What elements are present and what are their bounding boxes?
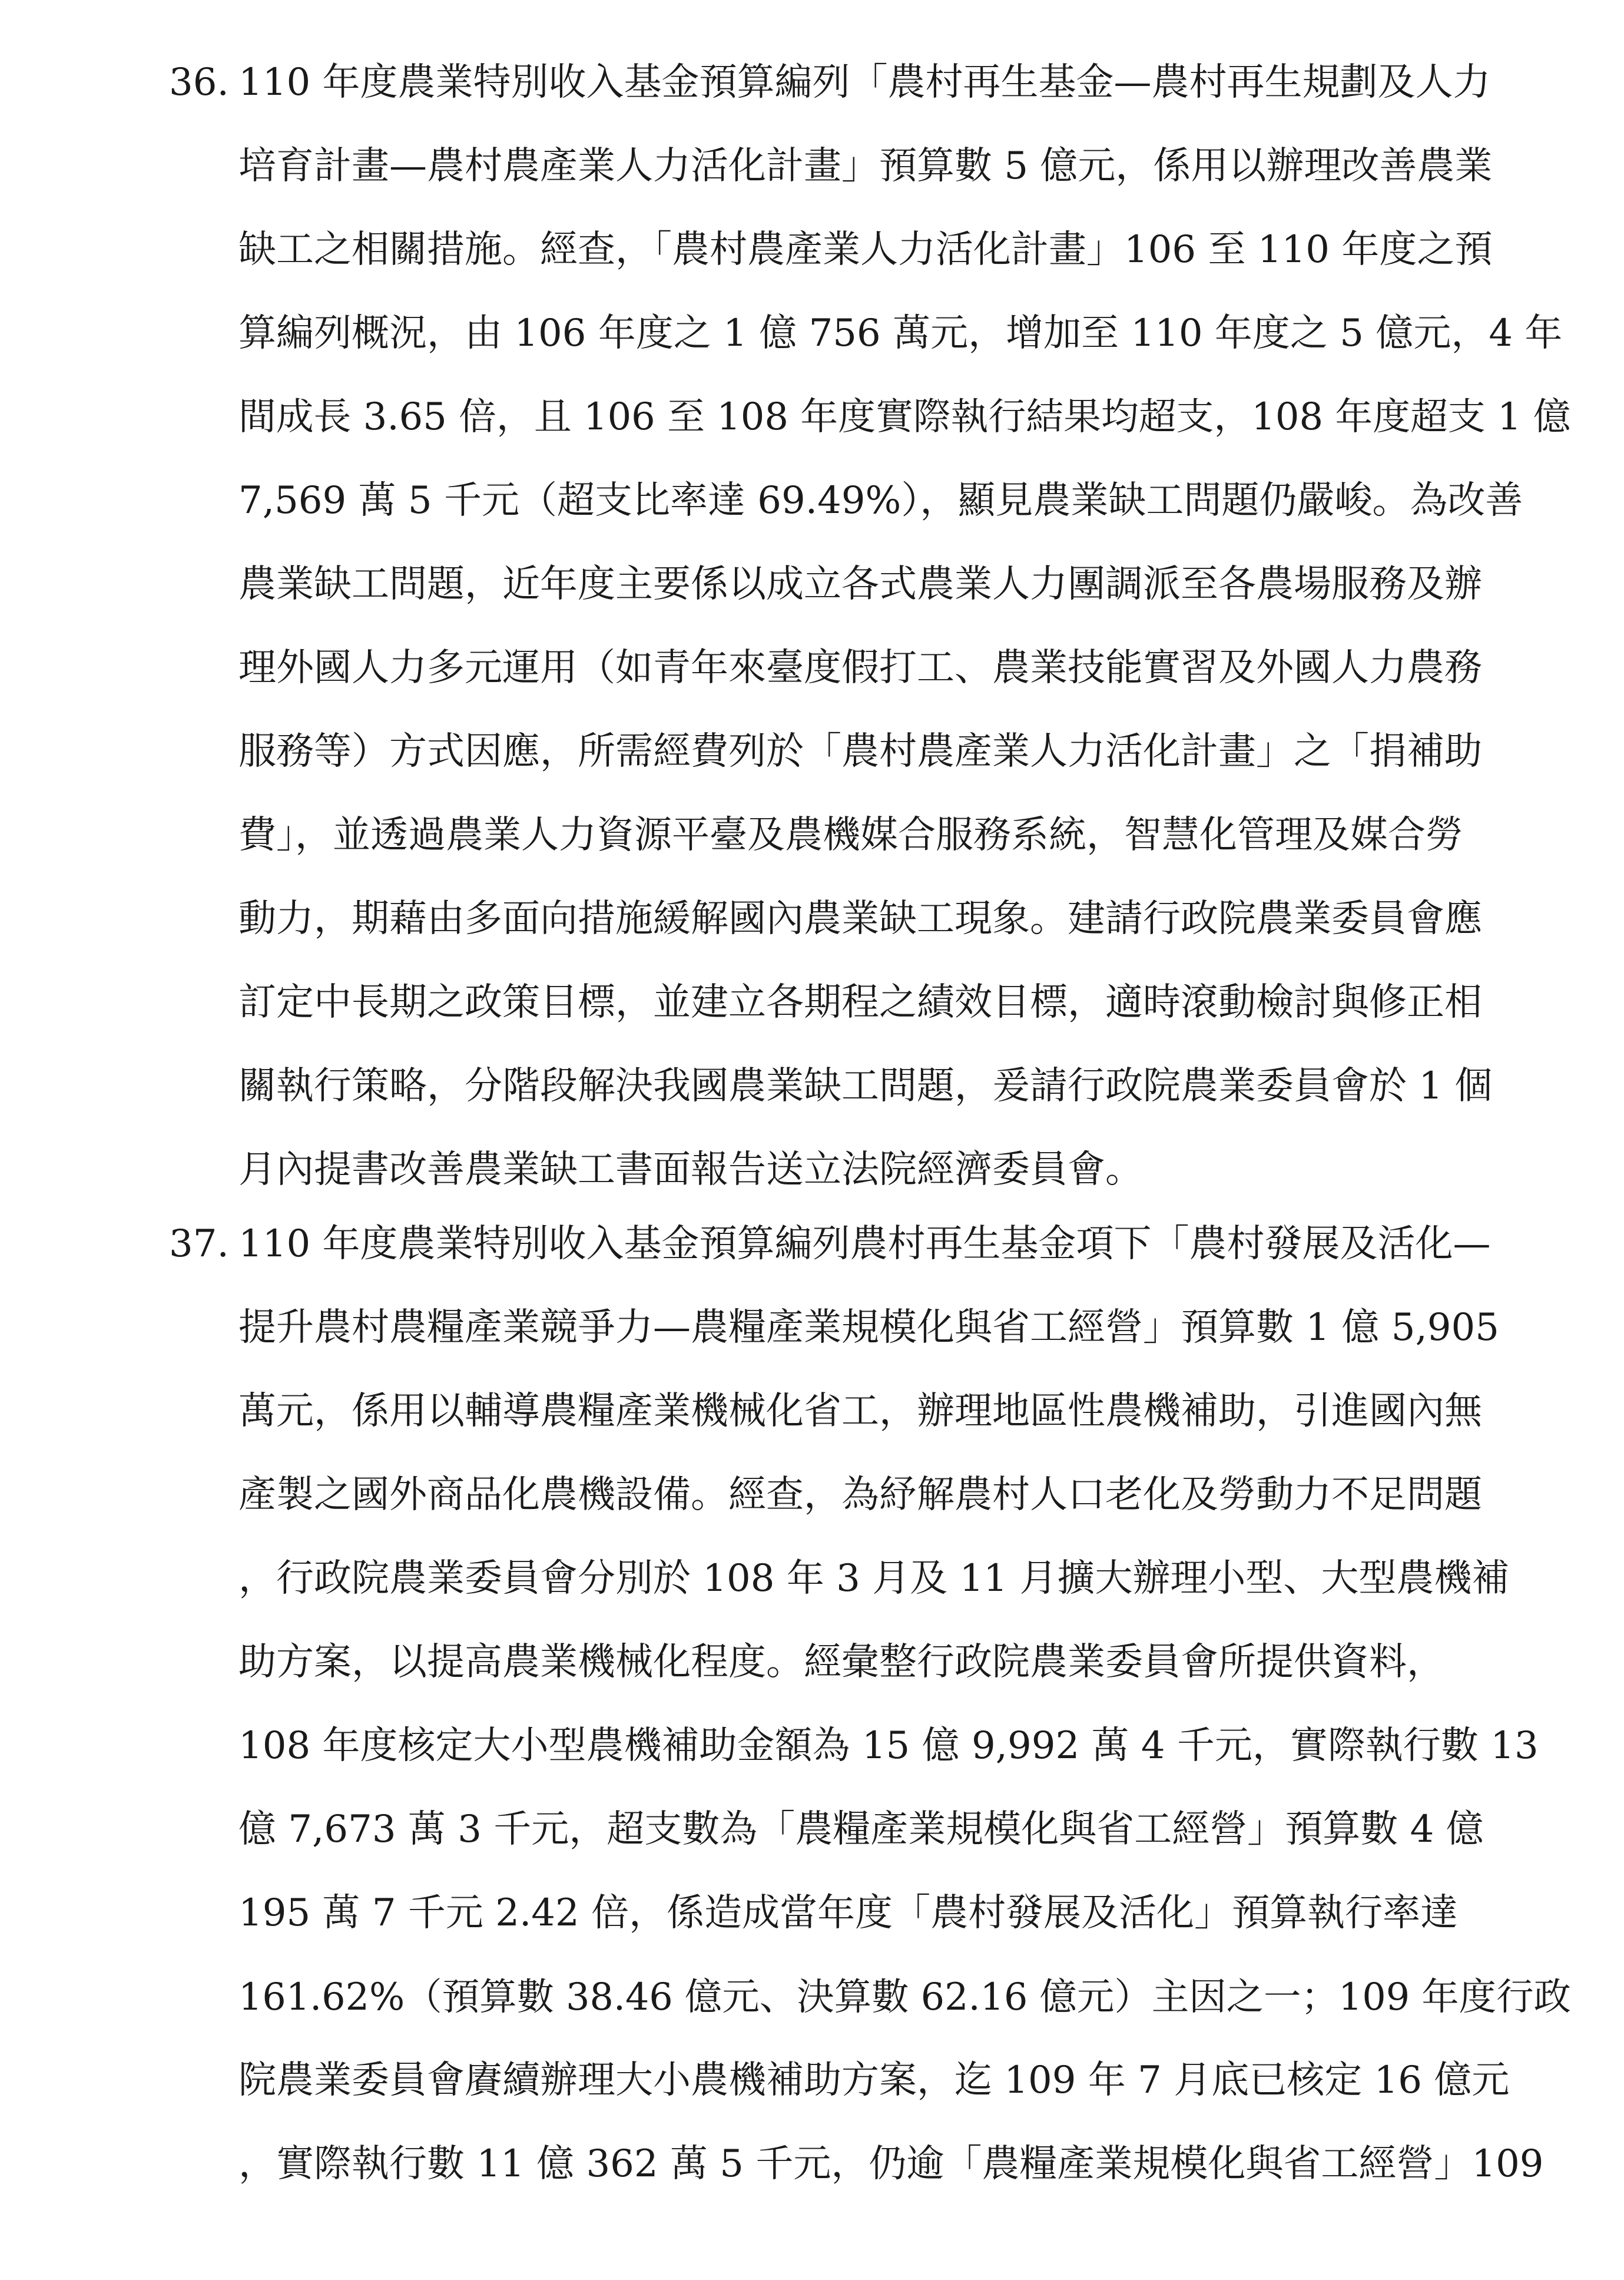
paragraph-line: 費」，並透過農業人力資源平臺及農機媒合服務系統，智慧化管理及媒合勞	[238, 813, 1463, 857]
paragraph-line: ，實際執行數 11 億 362 萬 5 千元，仍逾「農糧產業規模化與省工經營」109	[238, 2142, 1544, 2186]
paragraph-line: 訂定中長期之政策目標，並建立各期程之績效目標，適時滾動檢討與修正相	[238, 981, 1482, 1024]
paragraph-line: 110 年度農業特別收入基金預算編列「農村再生基金—農村再生規劃及人力	[238, 61, 1491, 104]
paragraph-line: 服務等）方式因應，所需經費列於「農村農產業人力活化計畫」之「捐補助	[238, 730, 1482, 773]
paragraph-line: 提升農村農糧產業競爭力—農糧產業規模化與省工經營」預算數 1 億 5,905	[238, 1306, 1499, 1349]
paragraph-line: 月內提書改善農業缺工書面報告送立法院經濟委員會。	[238, 1148, 1143, 1192]
paragraph-line: 算編列概況，由 106 年度之 1 億 756 萬元，增加至 110 年度之 5 億元，4 年	[238, 312, 1563, 355]
paragraph-line: 關執行策略，分階段解決我國農業缺工問題，爰請行政院農業委員會於 1 個	[238, 1064, 1493, 1108]
paragraph-line: 培育計畫—農村農產業人力活化計畫」預算數 5 億元，係用以辦理改善農業	[238, 144, 1493, 188]
paragraph-line: 農業缺工問題，近年度主要係以成立各式農業人力團調派至各農場服務及辦	[238, 562, 1482, 606]
paragraph-line: 間成長 3.65 倍，且 106 至 108 年度實際執行結果均超支，108 年度超支 1 億	[238, 395, 1571, 439]
item-number: 36.	[169, 61, 229, 104]
paragraph-line: 161.62%（預算數 38.46 億元、決算數 62.16 億元）主因之一；109 年度行政	[238, 1975, 1571, 2018]
paragraph-line: 108 年度核定大小型農機補助金額為 15 億 9,992 萬 4 千元，實際執行數 13	[238, 1724, 1539, 1768]
paragraph-line: 110 年度農業特別收入基金預算編列農村再生基金項下「農村發展及活化—	[238, 1222, 1491, 1266]
paragraph-line: 195 萬 7 千元 2.42 倍，係造成當年度「農村發展及活化」預算執行率達	[238, 1891, 1459, 1935]
paragraph-line: 缺工之相關措施。經查，「農村農產業人力活化計畫」106 至 110 年度之預	[238, 228, 1493, 272]
paragraph-line: 億 7,673 萬 3 千元，超支數為「農糧產業規模化與省工經營」預算數 4 億	[238, 1808, 1484, 1851]
paragraph-line: 7,569 萬 5 千元（超支比率達 69.49%），顯見農業缺工問題仍嚴峻。為改善	[238, 479, 1523, 522]
paragraph-line: 理外國人力多元運用（如青年來臺度假打工、農業技能實習及外國人力農務	[238, 646, 1482, 690]
paragraph-line: 動力，期藉由多面向措施緩解國內農業缺工現象。建請行政院農業委員會應	[238, 897, 1482, 941]
paragraph-line: 助方案，以提高農業機械化程度。經彙整行政院農業委員會所提供資料，	[238, 1640, 1444, 1684]
paragraph-line: 院農業委員會賡續辦理大小農機補助方案，迄 109 年 7 月底已核定 16 億元	[238, 2059, 1510, 2102]
paragraph-line: 萬元，係用以輔導農糧產業機械化省工，辦理地區性農機補助，引進國內無	[238, 1389, 1482, 1433]
paragraph-line: ，行政院農業委員會分別於 108 年 3 月及 11 月擴大辦理小型、大型農機補	[238, 1557, 1510, 1600]
item-number: 37.	[169, 1222, 229, 1266]
paragraph-line: 產製之國外商品化農機設備。經查，為紓解農村人口老化及勞動力不足問題	[238, 1473, 1482, 1517]
